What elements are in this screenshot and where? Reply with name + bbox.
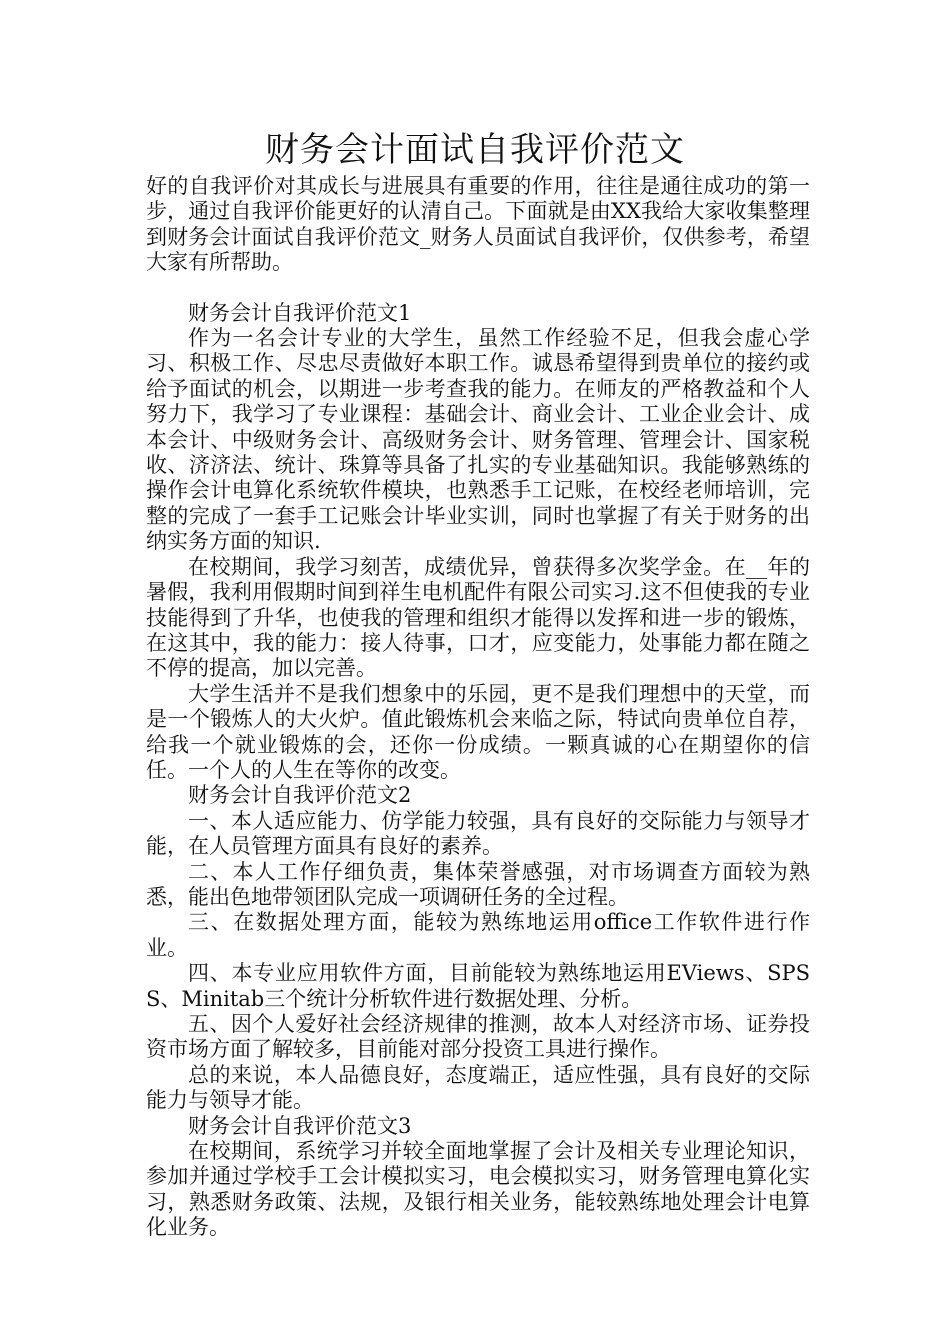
section1-heading: 财务会计自我评价范文1 [188, 300, 412, 325]
section1-paragraph-3: 大学生活并不是我们想象中的乐园，更不是我们理想中的天堂，而是一个锻炼人的大火炉。值此锻炼机会来临之际，特试向贵单位自荐，给我一个就业锻炼的会，还你一份成绩。一颗真诚的心在期望你的信任。一个人的人生在等你的改变。 [146, 681, 810, 782]
section2-paragraph-2: 二、本人工作仔细负责，集体荣誉感强，对市场调查方面较为熟悉，能出色地带领团队完成一项调研任务的全过程。 [146, 859, 810, 909]
section1-paragraph-1: 作为一名会计专业的大学生，虽然工作经验不足，但我会虚心学习、积极工作、尽忠尽责做好本职工作。诚恳希望得到贵单位的接约或给予面试的机会，以期进一步考查我的能力。在师友的严格教益和个人努力下，我学习了专业课程：基础会计、商业会计、工业企业会计、成本会计、中级财务会计、高级财务会计、财务管理、管理会计、国家税收、济济法、统计、珠算等具备了扎实的专业基础知识。我能够熟练的操作会计电算化系统软件模块，也熟悉手工记账，在校经老师培训，完整的完成了一套手工记账会计毕业实训，同时也掌握了有关于财务的出纳实务方面的知识. [146, 326, 810, 554]
section1-paragraph-2: 在校期间，我学习刻苦，成绩优异，曾获得多次奖学金。在__年的暑假，我利用假期时间到祥生电机配件有限公司实习.这不但使我的专业技能得到了升华，也使我的管理和组织才能得以发挥和进一步的锻炼，在这其中，我的能力：接人待事，口才，应变能力，处事能力都在随之不停的提高，加以完善。 [146, 554, 810, 681]
section3-paragraph-1: 在校期间，系统学习并较全面地掌握了会计及相关专业理论知识，参加并通过学校手工会计模拟实习，电会模拟实习，财务管理电算化实习，熟悉财务政策、法规，及银行相关业务，能较熟练地处理会计电算化业务。 [146, 1139, 810, 1240]
section3-heading: 财务会计自我评价范文3 [188, 1113, 412, 1138]
section2-paragraph-3: 三、在数据处理方面，能较为熟练地运用office工作软件进行作业。 [146, 910, 810, 960]
paragraph-spacer [146, 276, 810, 301]
document-body [146, 174, 810, 1241]
section2-paragraph-4: 四、本专业应用软件方面，目前能较为熟练地运用EViews、SPSS、Minitab三个统计分析软件进行数据处理、分析。 [146, 961, 810, 1011]
document-title: 财务会计面试自我评价范文 [265, 130, 685, 170]
intro-paragraph: 好的自我评价对其成长与进展具有重要的作用，往往是通往成功的第一步，通过自我评价能更好的认清自己。下面就是由XX我给大家收集整理到财务会计面试自我评价范文_财务人员面试自我评价，仅供参考，希望大家有所帮助。 [146, 174, 810, 275]
section2-paragraph-1: 一、本人适应能力、仿学能力较强，具有良好的交际能力与领导才能，在人员管理方面具有良好的素养。 [146, 808, 810, 859]
section2-paragraph-6: 总的来说，本人品德良好，态度端正，适应性强，具有良好的交际能力与领导才能。 [146, 1062, 810, 1113]
section2-paragraph-5: 五、因个人爱好社会经济规律的推测，故本人对经济市场、证券投资市场方面了解较多，目前能对部分投资工具进行操作。 [146, 1012, 810, 1062]
section2-heading: 财务会计自我评价范文2 [188, 783, 412, 808]
